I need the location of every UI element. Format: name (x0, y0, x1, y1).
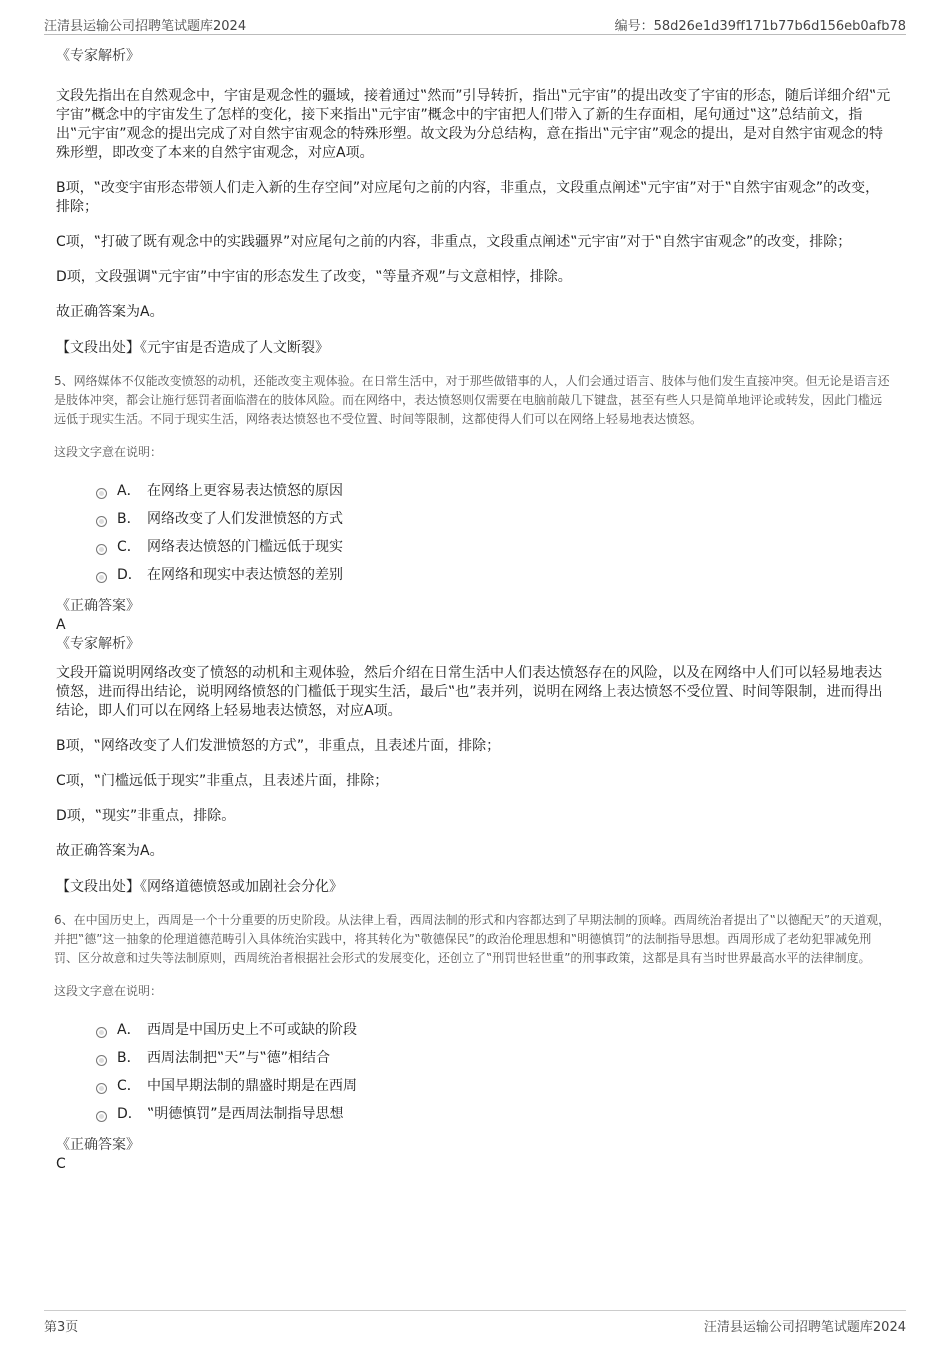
radio-icon[interactable] (96, 516, 107, 527)
page-footer (44, 1310, 906, 1335)
answer-label: 《正确答案》 (56, 598, 140, 614)
option-letter: D． (117, 567, 142, 583)
question-text: 5、网络媒体不仅能改变愤怒的动机，还能改变主观体验。在日常生活中，对于那些做错事的人，人们会通过语言、肢体与他们发生直接冲突。但无论是语言还是肢体冲突，都会让施行惩罚者面临潜在的肢体风险。而在网络中，表达愤怒则仅需要在电脑前敲几下键盘，甚至有些人只是简单地评论或转发，因此门槛远远低于现实生活。不同于现实生活，网络表达愤怒也不受位置、时间等限制，这都使得人们可以在网络上轻易地表达愤怒。 (54, 374, 890, 426)
option-text: 在网络和现实中表达愤怒的差别 (147, 567, 343, 583)
option-a[interactable] (96, 476, 891, 504)
radio-icon[interactable] (96, 488, 107, 499)
header-title: 汪清县运输公司招聘笔试题库2024 (44, 19, 247, 34)
page-content (56, 46, 891, 1173)
option-letter: C． (117, 539, 141, 555)
option-c[interactable] (96, 1071, 891, 1099)
analysis-paragraph: D项，文段强调‟元宇宙”中宇宙的形态发生了改变，‟等量齐观”与文意相悖，排除。 (56, 269, 572, 285)
radio-icon[interactable] (96, 1027, 107, 1038)
option-text: 西周法制把‟天”与‟德”相结合 (147, 1050, 331, 1066)
source-citation: 【文段出处】《网络道德愤怒或加剧社会分化》 (56, 879, 343, 895)
option-d[interactable] (96, 1099, 891, 1127)
analysis-label: 《专家解析》 (56, 636, 140, 652)
question-prompt: 这段文字意在说明： (54, 984, 163, 998)
analysis-conclusion: 故正确答案为A。 (56, 304, 164, 320)
option-text: 网络表达愤怒的门槛远低于现实 (147, 539, 343, 555)
source-citation: 【文段出处】《元宇宙是否造成了人文断裂》 (56, 340, 329, 356)
correct-answer: C (56, 1156, 66, 1172)
radio-icon[interactable] (96, 544, 107, 555)
analysis-label: 《专家解析》 (56, 48, 140, 64)
option-text: 西周是中国历史上不可或缺的阶段 (147, 1022, 357, 1038)
question-text: 6、在中国历史上，西周是一个十分重要的历史阶段。从法律上看，西周法制的形式和内容都达到了早期法制的顶峰。西周统治者提出了‟以德配天”的天道观，并把‟德”这一抽象的伦理道德范畴引入具体统治实践中，将其转化为‟敬德保民”的政治伦理思想和‟明德慎罚”的法制指导思想。西周形成了老幼犯罪减免刑罚、区分故意和过失等法制原则，西周统治者根据社会形式的发展变化，还创立了‟刑罚世轻世重”的刑事政策，这都是具有当时世界最高水平的法律制度。 (54, 913, 891, 965)
analysis-paragraph: 文段先指出在自然观念中，宇宙是观念性的疆域，接着通过‟然而”引导转折，指出‟元宇宙”的提出改变了宇宙的形态，随后详细介绍‟元宇宙”概念中的宇宙发生了怎样的变化，接下来指出‟元宇宙”概念中的宇宙把人们带入了新的生存面相，尾句通过‟这”总结前文，指出‟元宇宙”观念的提出完成了对自然宇宙观念的特殊形塑。故文段为分总结构，意在指出‟元宇宙”观念的提出，是对自然宇宙观念的特殊形塑，即改变了本来的自然宇宙观念，对应A项。 (56, 88, 891, 161)
option-letter: B． (117, 1050, 141, 1066)
option-letter: B． (117, 511, 141, 527)
option-text: ‟明德慎罚”是西周法制指导思想 (147, 1106, 344, 1122)
option-text: 在网络上更容易表达愤怒的原因 (147, 483, 343, 499)
option-b[interactable] (96, 1043, 891, 1071)
radio-icon[interactable] (96, 1083, 107, 1094)
analysis-paragraph: B项，‟网络改变了人们发泄愤怒的方式”，非重点，且表述片面，排除； (56, 738, 501, 754)
option-d[interactable] (96, 560, 891, 588)
option-letter: D． (117, 1106, 142, 1122)
option-text: 中国早期法制的鼎盛时期是在西周 (147, 1078, 357, 1094)
analysis-paragraph: C项，‟门槛远低于现实”非重点，且表述片面，排除； (56, 773, 389, 789)
page-number: 第3页 (44, 1320, 79, 1335)
option-list (96, 476, 891, 588)
footer-title: 汪清县运输公司招聘笔试题库2024 (703, 1320, 906, 1335)
question-prompt: 这段文字意在说明： (54, 445, 163, 459)
analysis-paragraph: C项，‟打破了既有观念中的实践疆界”对应尾句之前的内容，非重点，文段重点阐述‟元宇宙”对于‟自然宇宙观念”的改变，排除； (56, 234, 852, 250)
analysis-paragraph: B项，‟改变宇宙形态带领人们走入新的生存空间”对应尾句之前的内容，非重点，文段重点阐述‟元宇宙”对于‟自然宇宙观念”的改变，排除； (56, 180, 880, 215)
header-doc-id: 编号：58d26e1d39ff171b77b6d156eb0afb78 (614, 19, 906, 34)
radio-icon[interactable] (96, 1055, 107, 1066)
option-letter: A． (117, 1022, 141, 1038)
analysis-conclusion: 故正确答案为A。 (56, 843, 164, 859)
correct-answer: A (56, 617, 66, 633)
radio-icon[interactable] (96, 1111, 107, 1122)
answer-label: 《正确答案》 (56, 1137, 140, 1153)
option-text: 网络改变了人们发泄愤怒的方式 (147, 511, 343, 527)
option-letter: A． (117, 483, 141, 499)
analysis-paragraph: D项，‟现实”非重点，排除。 (56, 808, 236, 824)
option-b[interactable] (96, 504, 891, 532)
analysis-paragraph: 文段开篇说明网络改变了愤怒的动机和主观体验，然后介绍在日常生活中人们表达愤怒存在的风险，以及在网络中人们可以轻易地表达愤怒，进而得出结论，说明网络愤怒的门槛低于现实生活，最后‟也”表并列，说明在网络上表达愤怒不受位置、时间等限制，进而得出结论，即人们可以在网络上轻易地表达愤怒，对应A项。 (56, 665, 883, 719)
option-list (96, 1015, 891, 1127)
option-c[interactable] (96, 532, 891, 560)
radio-icon[interactable] (96, 572, 107, 583)
option-letter: C． (117, 1078, 141, 1094)
page-header (44, 12, 906, 35)
option-a[interactable] (96, 1015, 891, 1043)
